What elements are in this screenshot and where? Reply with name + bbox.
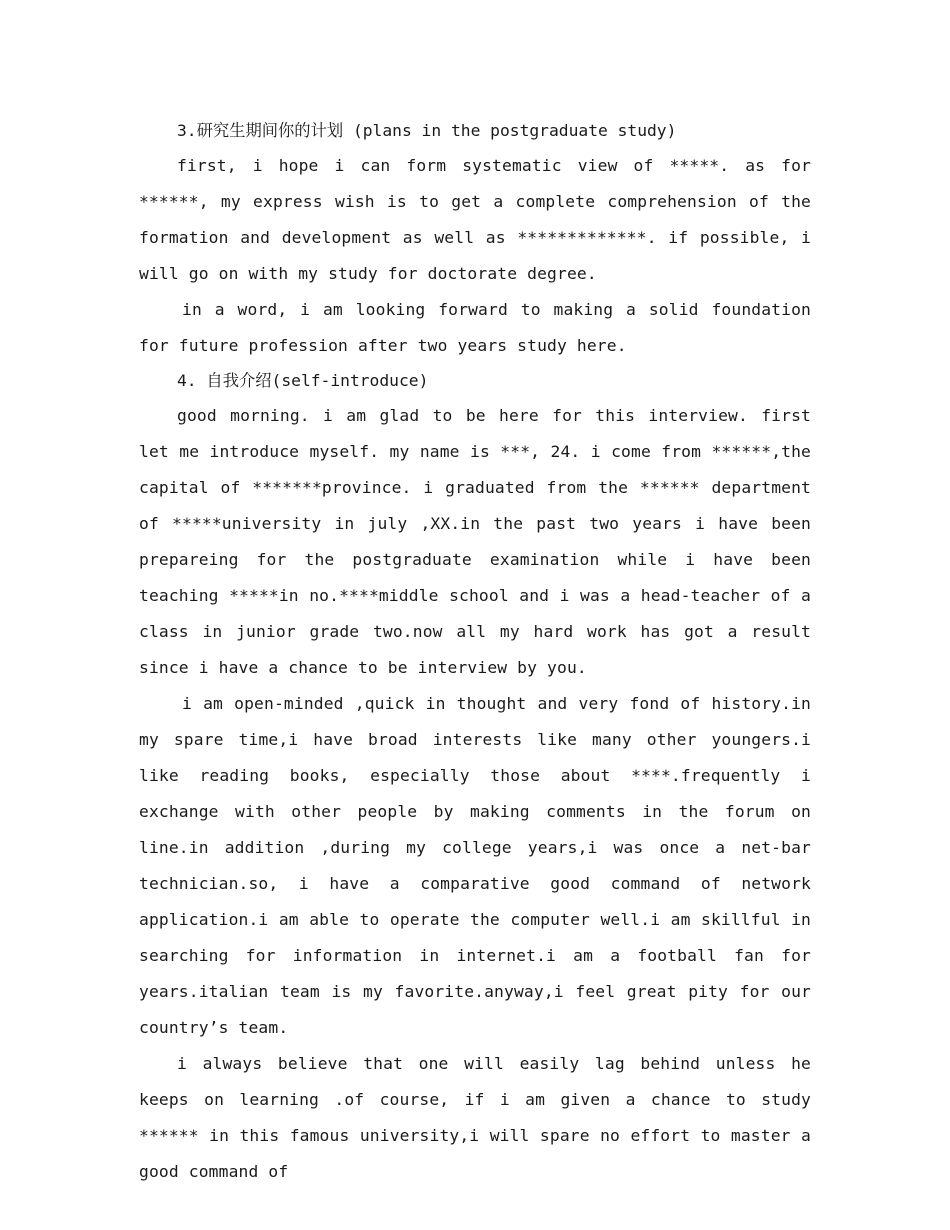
section-heading-plans: 3.研究生期间你的计划 (plans in the postgraduate study) <box>177 121 677 140</box>
section-heading-self-introduce: 4. 自我介绍(self-introduce) <box>177 371 429 390</box>
paragraph-self-intro-greeting: good morning. i am glad to be here for this interview. first let me introduce myself. my name is ***, 24. i come from ******,the capital of *******province. i graduated from the ****** department of *****university in july ,XX.in the past two years i have been prepareing for the postgraduate examination while i have been teaching *****in no.****middle school and i was a head-teacher of a class in junior grade two.now all my hard work has got a result since i have a chance to be interview by you. <box>139 406 811 677</box>
document-body <box>139 114 811 1190</box>
paragraph-plans-summary: in a word, i am looking forward to making a solid foundation for future profession after two years study here. <box>139 300 811 355</box>
paragraph-plans-first: first, i hope i can form systematic view of *****. as for ******, my express wish is to get a complete comprehension of the formation and development as well as *************. if possible, i will go on with my study for doctorate degree. <box>139 156 811 283</box>
paragraph-self-intro-personality: i am open-minded ,quick in thought and very fond of history.in my spare time,i have broad interests like many other youngers.i like reading books, especially those about ****.frequently i exchange with other people by making comments in the forum on line.in addition ,during my college years,i was once a net-bar technician.so, i have a comparative good command of network application.i am able to operate the computer well.i am skillful in searching for information in internet.i am a football fan for years.italian team is my favorite.anyway,i feel great pity for our country’s team. <box>139 694 811 1037</box>
paragraph-self-intro-learning: i always believe that one will easily lag behind unless he keeps on learning .of course, if i am given a chance to study ****** in this famous university,i will spare no effort to master a good command of <box>139 1054 811 1181</box>
